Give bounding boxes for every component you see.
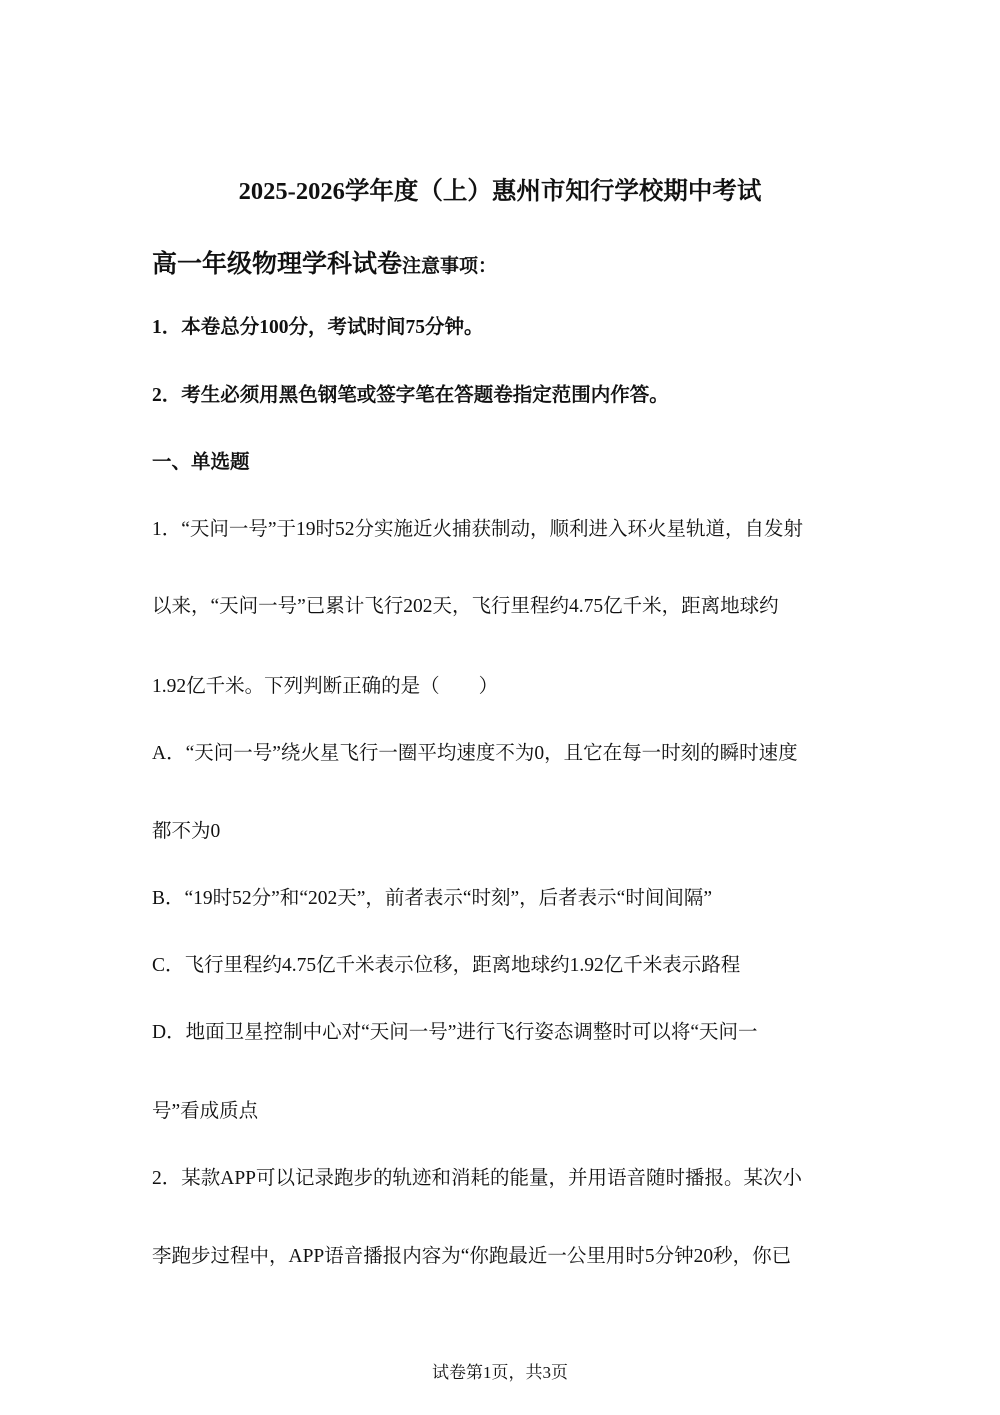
- note-2: 2．考生必须用黑色钢笔或签字笔在答题卷指定范围内作答。: [152, 385, 669, 406]
- question-2-line-2: 李跑步过程中，APP语音播报内容为“你跑最近一公里用时5分钟20秒，你已: [152, 1246, 792, 1267]
- page-footer: 试卷第1页，共3页: [432, 1363, 568, 1382]
- question-1-option-d-line-1: D．地面卫星控制中心对“天问一号”进行飞行姿态调整时可以将“天问一: [152, 1022, 758, 1043]
- exam-title: 2025-2026学年度（上）惠州市知行学校期中考试: [238, 178, 762, 205]
- exam-subtitle-row: [152, 244, 497, 280]
- question-1-option-a-line-2: 都不为0: [152, 821, 221, 842]
- question-2-line-1: 2．某款APP可以记录跑步的轨迹和消耗的能量，并用语音随时播报。某次小: [152, 1168, 803, 1189]
- question-1-option-d-line-2: 号”看成质点: [152, 1101, 259, 1122]
- notice-heading: 注意事项：: [402, 256, 498, 277]
- question-1-option-c: C．飞行里程约4.75亿千米表示位移，距离地球约1.92亿千米表示路程: [152, 955, 741, 976]
- question-1-line-1: 1．“天问一号”于19时52分实施近火捕获制动，顺利进入环火星轨道，自发射: [152, 519, 804, 540]
- section-heading: 一、单选题: [152, 452, 250, 473]
- question-1-line-3: 1.92亿千米。下列判断正确的是（ ）: [152, 676, 499, 697]
- question-1-line-2: 以来，“天问一号”已累计飞行202天，飞行里程约4.75亿千米，距离地球约: [152, 596, 779, 617]
- note-1: 1．本卷总分100分，考试时间75分钟。: [152, 317, 484, 338]
- exam-subtitle: 高一年级物理学科试卷: [152, 251, 403, 278]
- question-1-option-b: B．“19时52分”和“202天”，前者表示“时刻”，后者表示“时间间隔”: [152, 888, 712, 909]
- question-1-option-a-line-1: A．“天问一号”绕火星飞行一圈平均速度不为0，且它在每一时刻的瞬时速度: [152, 743, 798, 764]
